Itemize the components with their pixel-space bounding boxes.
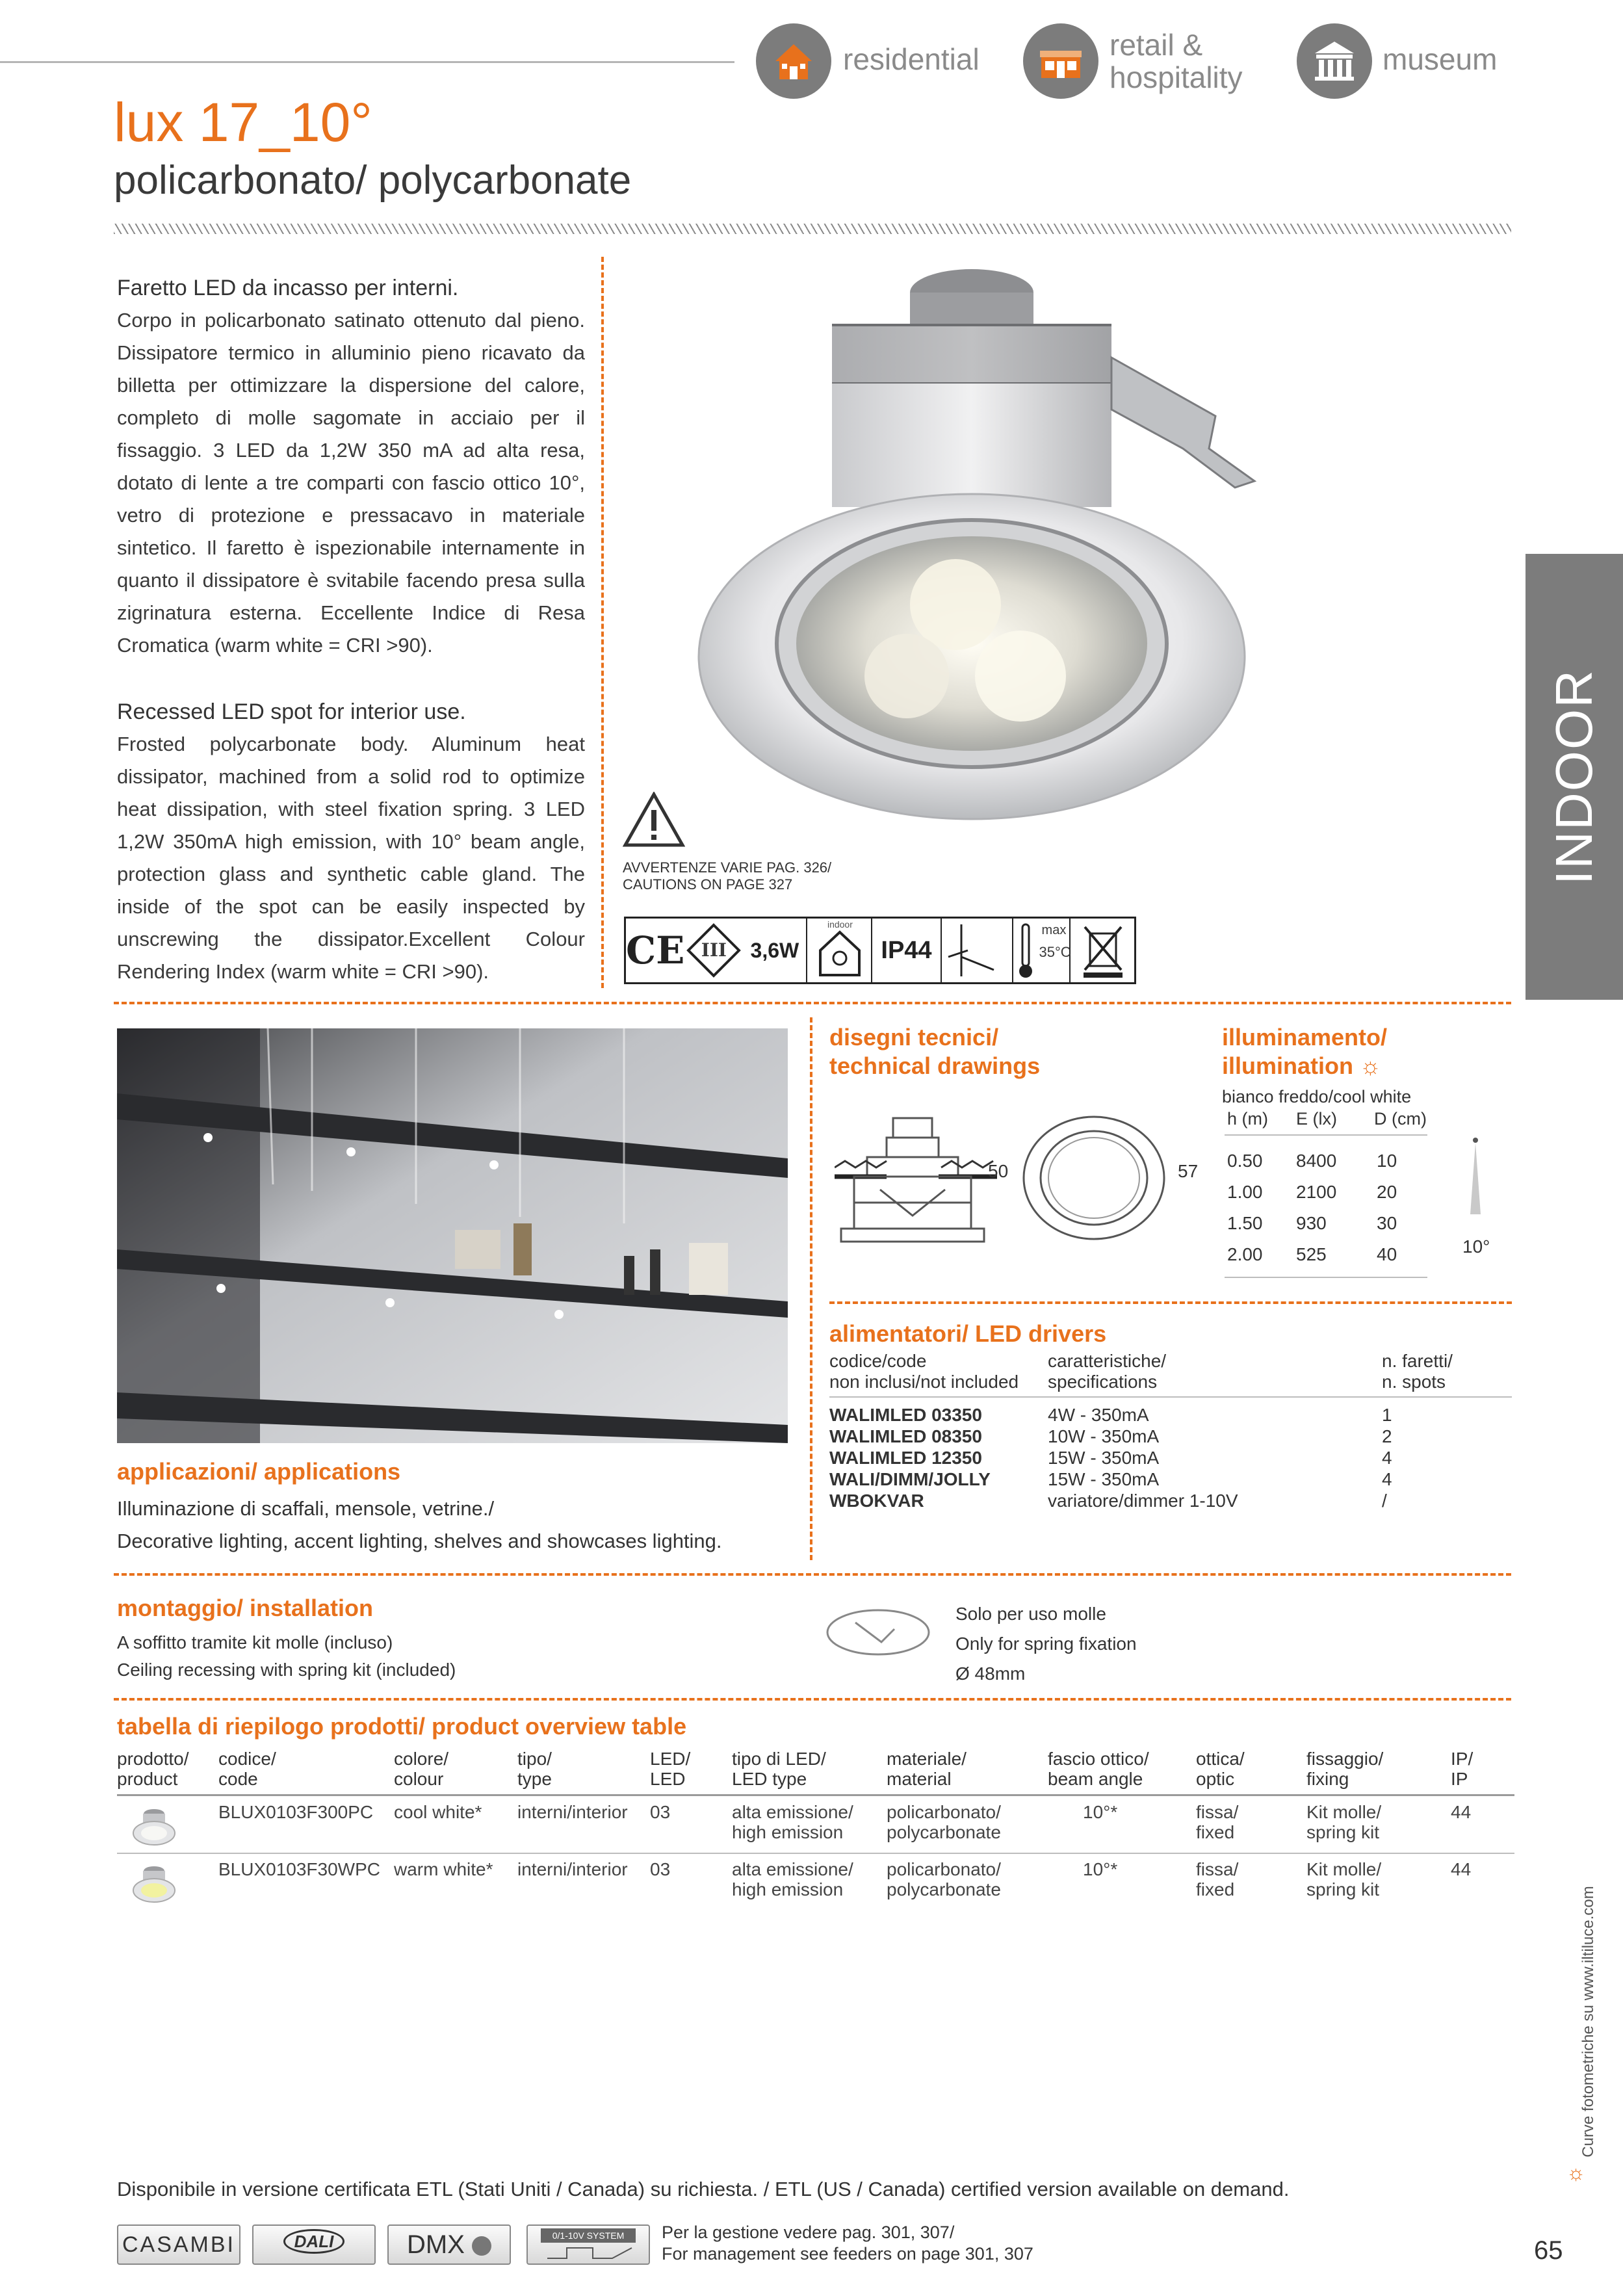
ov-head-it: fissaggio/ bbox=[1306, 1749, 1384, 1769]
driver-spec: 10W - 350mA bbox=[1048, 1426, 1160, 1446]
ov-col-product bbox=[117, 1749, 189, 1789]
ov-led: 03 bbox=[650, 1859, 671, 1879]
description-it-heading: Faretto LED da incasso per interni. bbox=[117, 276, 459, 300]
thermometer-icon bbox=[1016, 922, 1035, 980]
ov-head-en: beam angle bbox=[1048, 1769, 1143, 1789]
sun-icon-side: ☼ bbox=[1566, 2161, 1586, 2184]
ov-material-1: policarbonato/ bbox=[887, 1802, 1001, 1822]
ov-head-en: fixing bbox=[1306, 1769, 1349, 1789]
driver-code: WALIMLED 12350 bbox=[829, 1448, 982, 1468]
ov-fixing bbox=[1306, 1859, 1381, 1899]
hatched-rule bbox=[114, 224, 1511, 234]
drawings-heading bbox=[829, 1023, 1040, 1080]
driver-row bbox=[829, 1404, 1512, 1426]
applications-line2: Decorative lighting, accent lighting, shelves and showcases lighting. bbox=[117, 1530, 722, 1552]
ov-colour: warm white* bbox=[394, 1859, 493, 1879]
driver-n: 2 bbox=[1382, 1426, 1392, 1446]
beam-angle-label: 10° bbox=[1462, 1236, 1490, 1257]
ov-head-it: tipo di LED/ bbox=[732, 1749, 826, 1769]
ov-optic-1: fissa/ bbox=[1196, 1802, 1239, 1822]
cautions-line2: CAUTIONS ON PAGE 327 bbox=[623, 876, 793, 893]
ov-col-code bbox=[218, 1749, 276, 1789]
weee-icon bbox=[1071, 918, 1136, 983]
drivers-col2b: specifications bbox=[1048, 1372, 1158, 1392]
illumination-row bbox=[1227, 1182, 1429, 1213]
applications-photo bbox=[117, 1028, 788, 1443]
retail-badge bbox=[1023, 23, 1098, 99]
front-view-drawing bbox=[1019, 1113, 1169, 1243]
cell-e: 930 bbox=[1296, 1213, 1327, 1233]
driver-spec: 4W - 350mA bbox=[1048, 1405, 1149, 1425]
applications-heading: applicazioni/ applications bbox=[117, 1458, 401, 1485]
ov-optic-2: fixed bbox=[1196, 1822, 1235, 1842]
indoor-mark-label: indoor bbox=[827, 919, 853, 930]
description-it bbox=[117, 272, 585, 662]
description-en-text: Frosted polycarbonate body. Aluminum heat dissipator, machined from a solid rod to optimize heat dissipation, with steel fixation spring. 3 LED 1,2W 350mA high emission, with 10° beam angle, protection glass and synthetic cable gland. The inside of the spot can be easily inspected by unscrewing the dissipator.Excellent Colour Rendering Index (warm white = CRI >90). bbox=[117, 733, 585, 983]
ov-optic bbox=[1196, 1802, 1238, 1842]
max-label: max bbox=[1041, 923, 1067, 937]
section-divider-1 bbox=[114, 1002, 1511, 1004]
ov-head-en: optic bbox=[1196, 1769, 1235, 1789]
ov-fixing-2: spring kit bbox=[1306, 1822, 1380, 1842]
applications-line1: Illuminazione di scaffali, mensole, vetrine./ bbox=[117, 1497, 495, 1520]
ov-head-it: codice/ bbox=[218, 1749, 276, 1769]
ov-head-it: prodotto/ bbox=[117, 1749, 189, 1769]
section-divider-3 bbox=[114, 1698, 1511, 1701]
illumination-col-e: E (lx) bbox=[1296, 1109, 1337, 1128]
installation-text bbox=[117, 1629, 456, 1684]
overview-heading: tabella di riepilogo prodotti/ product overview table bbox=[117, 1713, 687, 1740]
driver-n: 1 bbox=[1382, 1405, 1392, 1425]
driver-row bbox=[829, 1426, 1512, 1447]
ov-fixing-1: Kit molle/ bbox=[1306, 1859, 1382, 1879]
class-iii-label: III bbox=[701, 939, 727, 961]
warning-icon bbox=[623, 792, 685, 848]
beam-cone-icon bbox=[1462, 1136, 1488, 1221]
installation-notes bbox=[955, 1599, 1137, 1689]
ov-material bbox=[887, 1802, 1001, 1842]
dim-diameter: 57 bbox=[1178, 1161, 1199, 1181]
overview-row-rule bbox=[117, 1853, 1514, 1854]
logo-dmx-text: DMX bbox=[406, 2230, 465, 2259]
ov-head-en: type bbox=[517, 1769, 552, 1789]
ov-type: interni/interior bbox=[517, 1802, 628, 1822]
ov-head-it: materiale/ bbox=[887, 1749, 967, 1769]
cell-h: 0.50 bbox=[1227, 1151, 1263, 1171]
power-rating: 3,6W bbox=[750, 938, 799, 962]
cell-h: 1.50 bbox=[1227, 1213, 1263, 1233]
drivers-col3a: n. faretti/ bbox=[1382, 1351, 1453, 1371]
category-retail bbox=[1110, 29, 1279, 94]
description-it-text: Corpo in policarbonato satinato ottenuto dal pieno. Dissipatore termico in alluminio pieno ricavato da billetta per ottimizzare la dispersione del calore, completo di molle sagomate in acciaio per il fissaggio. 3 LED da 1,2W 350 mA ad alta resa, dotato di lente a tre comparti con fascio ottico 10°, vetro di protezione e pressacavo in materiale sintetico. Il faretto è ispezionabile internamente in quanto il dissipatore è svitabile facendo presa sulla zigrinatura esterna. Eccellente Indice di Resa Cromatica (warm white = CRI >90). bbox=[117, 309, 585, 657]
product-thumb-cool bbox=[131, 1806, 177, 1847]
drivers-col1a: codice/code bbox=[829, 1351, 927, 1371]
etl-note: Disponibile in versione certificata ETL (Stati Uniti / Canada) su richiesta. / ETL (US / Canada) certified version available on demand. bbox=[117, 2178, 1290, 2200]
cautions-line1: AVVERTENZE VARIE PAG. 326/ bbox=[623, 859, 832, 876]
ov-fixing bbox=[1306, 1802, 1381, 1842]
driver-code: WBOKVAR bbox=[829, 1491, 924, 1511]
applications-text bbox=[117, 1493, 722, 1558]
ov-head-en: LED bbox=[650, 1769, 686, 1789]
side-section-drawing bbox=[835, 1105, 997, 1255]
description-divider bbox=[601, 257, 604, 988]
ov-head-it: IP/ bbox=[1451, 1749, 1474, 1769]
museum-icon bbox=[1297, 23, 1372, 99]
ov-col-led bbox=[650, 1749, 690, 1789]
management-note-2: For management see feeders on page 301, 307 bbox=[662, 2244, 1033, 2263]
driver-code: WALIMLED 08350 bbox=[829, 1426, 982, 1446]
driver-row bbox=[829, 1468, 1512, 1490]
illumination-row bbox=[1227, 1244, 1429, 1275]
ov-head-en: LED type bbox=[732, 1769, 807, 1789]
ov-code: BLUX0103F300PC bbox=[218, 1802, 374, 1822]
installation-note3: Ø 48mm bbox=[955, 1663, 1026, 1684]
installation-line1: A soffitto tramite kit molle (incluso) bbox=[117, 1632, 393, 1652]
cell-d: 30 bbox=[1377, 1213, 1397, 1233]
shop-icon bbox=[1023, 23, 1098, 99]
installation-note2: Only for spring fixation bbox=[955, 1634, 1137, 1654]
indoor-tab bbox=[1526, 554, 1623, 1000]
overview-header-row bbox=[117, 1749, 1514, 1792]
sun-icon: ☼ bbox=[1360, 1052, 1382, 1079]
category-retail-label: retail & hospitality bbox=[1110, 28, 1243, 94]
ov-head-en: product bbox=[117, 1769, 178, 1789]
page-number: 65 bbox=[1534, 2236, 1563, 2265]
illumination-heading bbox=[1222, 1023, 1387, 1080]
cell-h: 1.00 bbox=[1227, 1182, 1263, 1202]
ov-col-beam bbox=[1048, 1749, 1149, 1789]
ov-col-fixing bbox=[1306, 1749, 1383, 1789]
applications-divider bbox=[810, 1017, 812, 1560]
driver-row bbox=[829, 1490, 1512, 1511]
installation-heading: montaggio/ installation bbox=[117, 1595, 373, 1621]
distance-icon bbox=[942, 918, 1013, 983]
drivers-table bbox=[829, 1404, 1512, 1511]
photometric-side-note-text: Curve fotometriche su www.iltiluce.com bbox=[1579, 1886, 1597, 2158]
ov-head-it: fascio ottico/ bbox=[1048, 1749, 1149, 1769]
illumination-rule bbox=[1225, 1134, 1427, 1136]
product-title: lux 17_10° bbox=[114, 92, 372, 153]
driver-row bbox=[829, 1447, 1512, 1468]
ov-ledtype-1: alta emissione/ bbox=[732, 1859, 853, 1879]
ov-material-1: policarbonato/ bbox=[887, 1859, 1001, 1879]
driver-code: WALIMLED 03350 bbox=[829, 1405, 982, 1425]
drivers-col3b: n. spots bbox=[1382, 1372, 1446, 1392]
drawings-heading-1: disegni tecnici/ bbox=[829, 1024, 999, 1050]
illumination-bottom-rule bbox=[1225, 1277, 1427, 1278]
ov-head-it: tipo/ bbox=[517, 1749, 552, 1769]
category-residential: residential bbox=[843, 42, 980, 76]
logo-dali-text: DALI bbox=[283, 2229, 345, 2254]
weee-mark bbox=[1069, 918, 1134, 983]
illumination-col-d: D (cm) bbox=[1374, 1109, 1427, 1128]
dim-height: 50 bbox=[988, 1161, 1009, 1181]
ov-ledtype-2: high emission bbox=[732, 1879, 844, 1899]
drivers-col2a: caratteristiche/ bbox=[1048, 1351, 1167, 1371]
ov-col-ip bbox=[1451, 1749, 1473, 1789]
header-rule bbox=[0, 61, 734, 63]
ov-ledtype-2: high emission bbox=[732, 1822, 844, 1842]
spring-fixation-icon bbox=[823, 1603, 933, 1662]
ov-head-en: colour bbox=[394, 1769, 444, 1789]
ov-beam: 10°* bbox=[1083, 1802, 1118, 1822]
max-temp-label: 35°C bbox=[1039, 944, 1071, 960]
drivers-heading: alimentatori/ LED drivers bbox=[829, 1320, 1107, 1347]
installation-line2: Ceiling recessing with spring kit (included) bbox=[117, 1660, 456, 1680]
ov-ip: 44 bbox=[1451, 1859, 1472, 1879]
cautions bbox=[623, 859, 831, 893]
ov-col-optic bbox=[1196, 1749, 1245, 1789]
overview-row bbox=[117, 1802, 1514, 1857]
illumination-heading-2: illumination bbox=[1222, 1052, 1353, 1079]
ip-rating: IP44 bbox=[871, 918, 940, 983]
description-en bbox=[117, 696, 585, 988]
ov-head-it: ottica/ bbox=[1196, 1749, 1245, 1769]
ov-fixing-2: spring kit bbox=[1306, 1879, 1380, 1899]
section-divider-2 bbox=[114, 1573, 1511, 1576]
driver-spec: 15W - 350mA bbox=[1048, 1469, 1160, 1489]
ov-fixing-1: Kit molle/ bbox=[1306, 1802, 1382, 1822]
dimmer-wave-icon bbox=[528, 2243, 651, 2263]
illumination-subheading: bianco freddo/cool white bbox=[1222, 1087, 1412, 1106]
ov-ip: 44 bbox=[1451, 1802, 1472, 1822]
illumination-table bbox=[1227, 1151, 1429, 1275]
category-museum: museum bbox=[1383, 42, 1498, 76]
ov-beam: 10°* bbox=[1083, 1859, 1118, 1879]
ov-col-colour bbox=[394, 1749, 448, 1789]
ov-material bbox=[887, 1859, 1001, 1899]
product-subtitle: policarbonato/ polycarbonate bbox=[114, 158, 632, 203]
certification-strip bbox=[624, 917, 1136, 984]
logo-0110v-text: 0/1-10V SYSTEM bbox=[541, 2228, 636, 2243]
logo-casambi bbox=[117, 2224, 240, 2265]
museum-badge bbox=[1297, 23, 1372, 99]
logo-casambi-text: CASAMBI bbox=[122, 2232, 236, 2257]
cell-e: 2100 bbox=[1296, 1182, 1337, 1202]
house-icon bbox=[756, 23, 831, 99]
residential-badge bbox=[756, 23, 831, 99]
ov-col-material bbox=[887, 1749, 967, 1789]
dmx-dot-icon bbox=[472, 2236, 491, 2256]
logo-dali bbox=[252, 2224, 376, 2265]
ov-head-it: LED/ bbox=[650, 1749, 691, 1769]
ov-material-2: polycarbonate bbox=[887, 1879, 1001, 1899]
driver-spec: 15W - 350mA bbox=[1048, 1448, 1160, 1468]
driver-spec: variatore/dimmer 1-10V bbox=[1048, 1491, 1238, 1511]
ce-mark: CE bbox=[626, 928, 685, 972]
illumination-row bbox=[1227, 1213, 1429, 1244]
logo-0110v bbox=[526, 2224, 650, 2265]
driver-code: WALI/DIMM/JOLLY bbox=[829, 1469, 991, 1489]
driver-n: / bbox=[1382, 1491, 1387, 1511]
ov-head-en: code bbox=[218, 1769, 258, 1789]
drawings-heading-2: technical drawings bbox=[829, 1052, 1041, 1079]
ov-head-en: material bbox=[887, 1769, 952, 1789]
description-en-heading: Recessed LED spot for interior use. bbox=[117, 699, 466, 724]
ov-ledtype bbox=[732, 1859, 853, 1899]
photometric-side-note bbox=[1576, 1866, 1602, 2178]
ov-code: BLUX0103F30WPC bbox=[218, 1859, 381, 1879]
ov-col-type bbox=[517, 1749, 552, 1789]
cell-e: 8400 bbox=[1296, 1151, 1337, 1171]
drivers-col1b: non inclusi/not included bbox=[829, 1372, 1019, 1392]
cell-d: 20 bbox=[1377, 1182, 1397, 1202]
ov-col-ledtype bbox=[732, 1749, 826, 1789]
installation-note1: Solo per uso molle bbox=[955, 1604, 1106, 1624]
ov-head-en: IP bbox=[1451, 1769, 1468, 1789]
ov-led: 03 bbox=[650, 1802, 671, 1822]
drivers-rule bbox=[829, 1396, 1512, 1398]
cell-h: 2.00 bbox=[1227, 1244, 1263, 1264]
logo-dmx bbox=[387, 2224, 511, 2265]
ov-head-it: colore/ bbox=[394, 1749, 449, 1769]
illumination-heading-1: illuminamento/ bbox=[1222, 1024, 1388, 1050]
indoor-tab-label: INDOOR bbox=[1545, 669, 1603, 885]
management-note-1: Per la gestione vedere pag. 301, 307/ bbox=[662, 2223, 955, 2242]
illumination-row bbox=[1227, 1151, 1429, 1182]
product-thumb-warm bbox=[131, 1863, 177, 1905]
illumination-col-h: h (m) bbox=[1227, 1109, 1268, 1128]
ov-type: interni/interior bbox=[517, 1859, 628, 1879]
max-temp-mark bbox=[1012, 918, 1069, 983]
ov-ledtype bbox=[732, 1802, 853, 1842]
ov-optic bbox=[1196, 1859, 1238, 1899]
ov-optic-1: fissa/ bbox=[1196, 1859, 1239, 1879]
cell-d: 10 bbox=[1377, 1151, 1397, 1171]
management-note bbox=[662, 2222, 1033, 2265]
ov-optic-2: fixed bbox=[1196, 1879, 1235, 1899]
ov-colour: cool white* bbox=[394, 1802, 482, 1822]
driver-n: 4 bbox=[1382, 1448, 1392, 1468]
distance-mark bbox=[941, 918, 1012, 983]
overview-header-rule bbox=[117, 1794, 1514, 1796]
indoor-mark bbox=[806, 918, 871, 983]
product-photo bbox=[682, 254, 1384, 826]
cell-e: 525 bbox=[1296, 1244, 1327, 1264]
class-iii-mark bbox=[684, 921, 743, 980]
overview-row bbox=[117, 1859, 1514, 1914]
ov-material-2: polycarbonate bbox=[887, 1822, 1001, 1842]
cell-d: 40 bbox=[1377, 1244, 1397, 1264]
drivers-divider bbox=[829, 1301, 1512, 1304]
ov-ledtype-1: alta emissione/ bbox=[732, 1802, 853, 1822]
driver-n: 4 bbox=[1382, 1469, 1392, 1489]
